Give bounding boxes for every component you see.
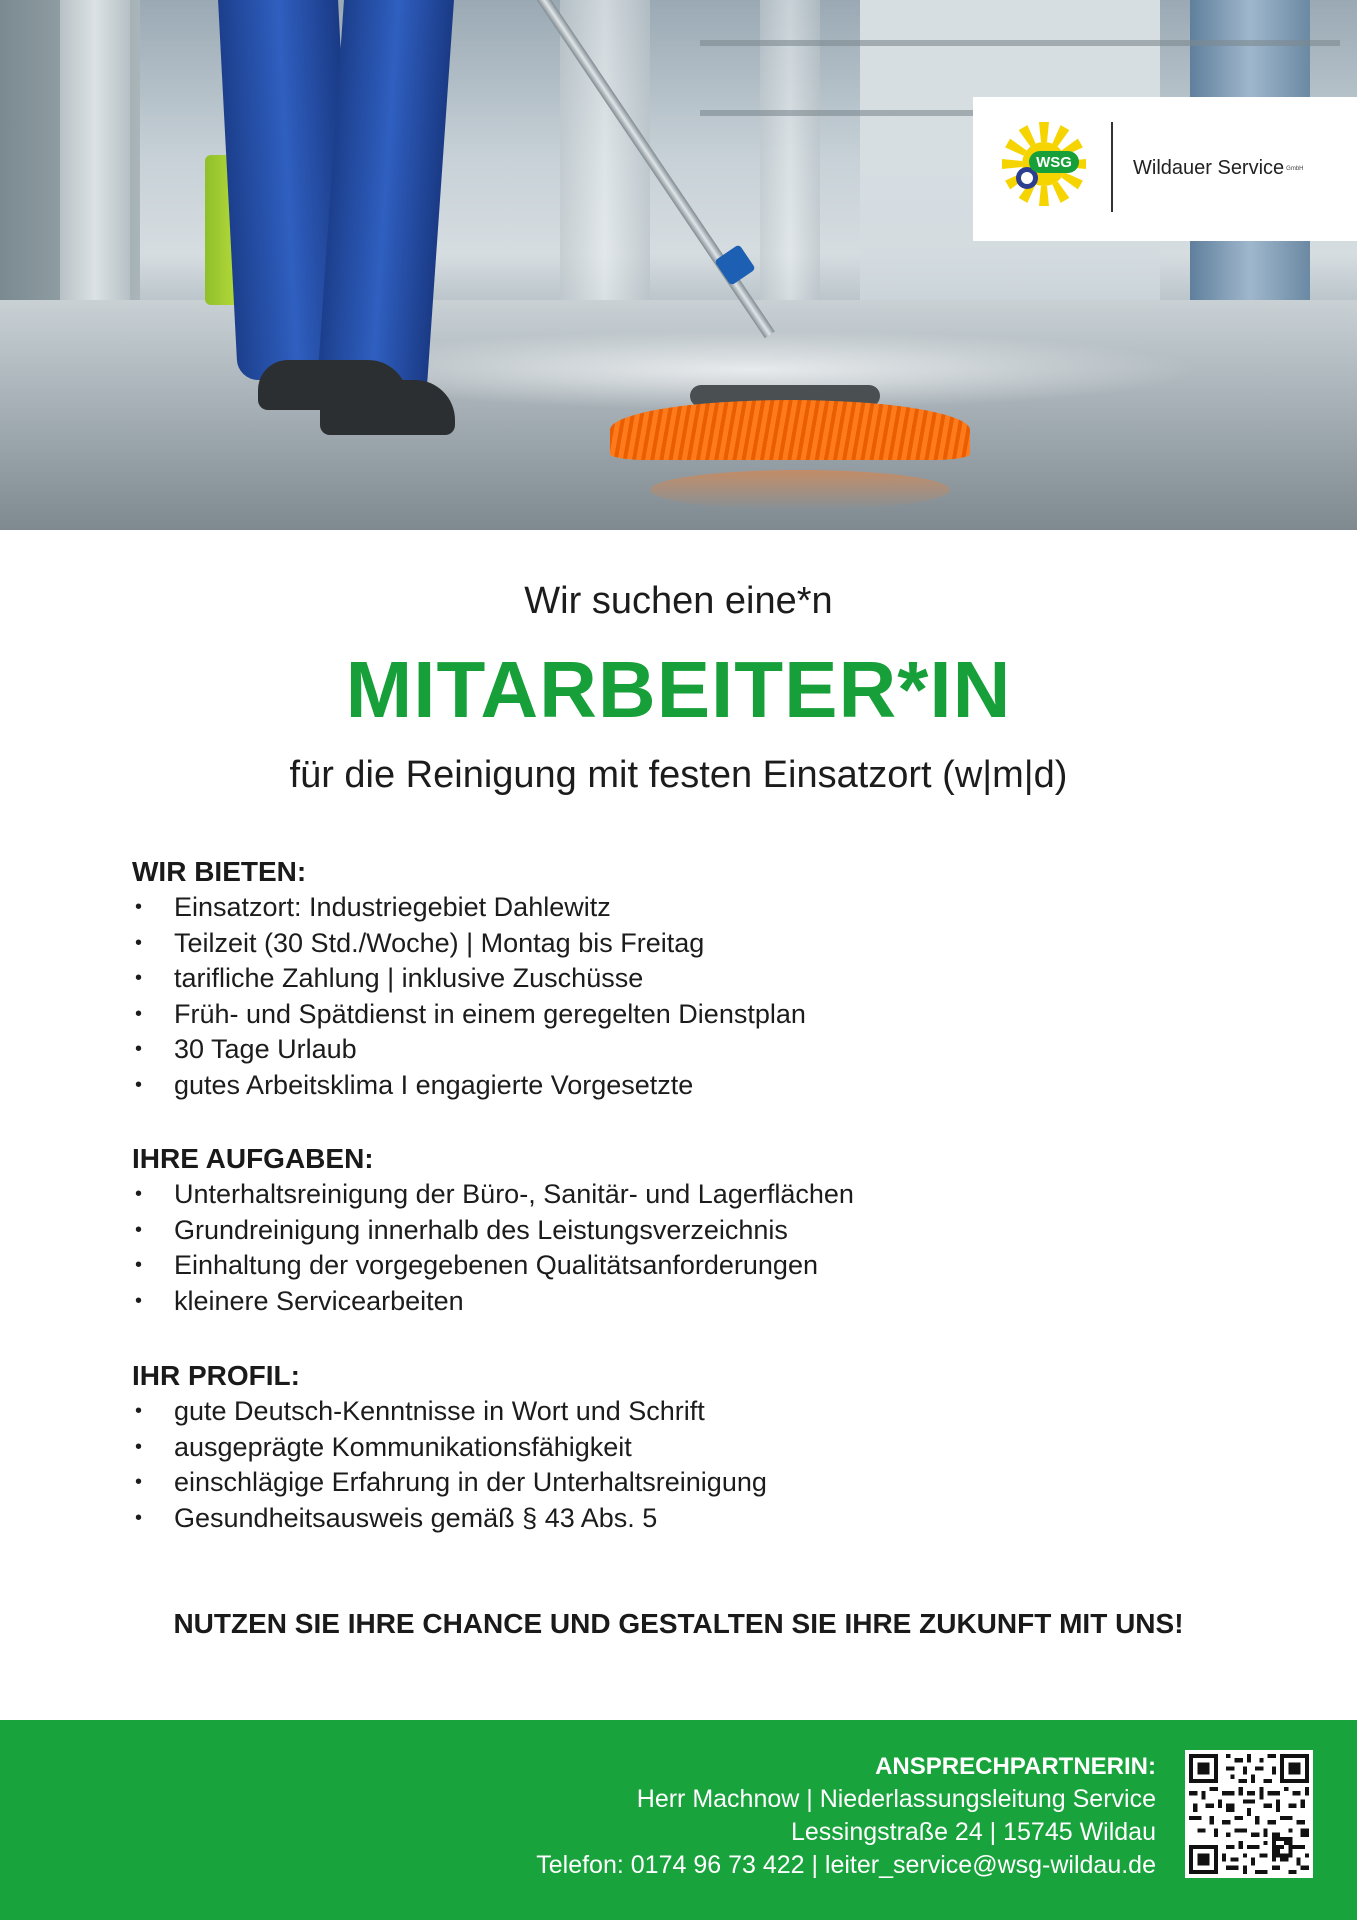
list-item: • Unterhaltsreinigung der Büro-, Sanitär- und Lagerflächen	[132, 1177, 1232, 1213]
list-item: • Einsatzort: Industriegebiet Dahlewitz	[132, 890, 1232, 926]
headline-intro: Wir suchen eine*n	[524, 580, 833, 622]
list-item: • gutes Arbeitsklima I engagierte Vorgesetzte	[132, 1068, 1232, 1104]
job-title: MITARBEITER*IN	[345, 645, 1012, 734]
contact-footer	[0, 1720, 1357, 1920]
company-logo	[973, 97, 1357, 241]
list-item: • gute Deutsch-Kenntnisse in Wort und Schrift	[132, 1394, 1232, 1430]
contact-phone-email[interactable]: Telefon: 0174 96 73 422 | leiter_service@wsg-wildau.de	[536, 1851, 1156, 1879]
list-item: • Früh- und Spätdienst in einem geregelten Dienstplan	[132, 997, 1232, 1033]
section-heading: WIR BIETEN:	[132, 856, 307, 887]
section-heading: IHRE AUFGABEN:	[132, 1143, 374, 1174]
list-item: • einschlägige Erfahrung in der Unterhaltsreinigung	[132, 1465, 1232, 1501]
section-wir-bieten	[132, 854, 1232, 1103]
section-ihr-profil	[132, 1358, 1232, 1536]
mop-icon	[610, 400, 970, 460]
profile-list	[132, 1394, 1232, 1536]
qr-code-icon[interactable]	[1185, 1750, 1313, 1878]
logo-divider	[1111, 122, 1113, 212]
tasks-list	[132, 1177, 1232, 1319]
benefits-list	[132, 890, 1232, 1103]
contact-person: Herr Machnow | Niederlassungsleitung Service	[636, 1785, 1156, 1813]
list-item: • Grundreinigung innerhalb des Leistungsverzeichnis	[132, 1213, 1232, 1249]
job-subtitle: für die Reinigung mit festen Einsatzort (w|m|d)	[289, 754, 1068, 796]
company-name: Wildauer Service GmbH	[1133, 157, 1304, 179]
list-item: • Einhaltung der vorgegebenen Qualitätsanforderungen	[132, 1248, 1232, 1284]
list-item: • tarifliche Zahlung | inklusive Zuschüsse	[132, 961, 1232, 997]
svg-text:WSG: WSG	[1036, 154, 1072, 171]
contact-address: Lessingstraße 24 | 15745 Wildau	[790, 1818, 1156, 1846]
wsg-sun-logo-icon	[1001, 121, 1087, 207]
list-item: • ausgeprägte Kommunikationsfähigkeit	[132, 1430, 1232, 1466]
list-item: • Gesundheitsausweis gemäß § 43 Abs. 5	[132, 1501, 1232, 1537]
section-ihre-aufgaben	[132, 1141, 1232, 1319]
contact-heading: ANSPRECHPARTNERIN:	[875, 1753, 1156, 1780]
section-heading: IHR PROFIL:	[132, 1360, 300, 1391]
list-item: • Teilzeit (30 Std./Woche) | Montag bis Freitag	[132, 926, 1232, 962]
hero-photo	[0, 0, 1357, 530]
call-to-action: NUTZEN SIE IHRE CHANCE UND GESTALTEN SIE IHRE ZUKUNFT MIT UNS!	[173, 1608, 1184, 1639]
company-legal-form: GmbH	[1286, 165, 1304, 172]
shoe-right	[320, 380, 455, 435]
contact-block	[536, 1750, 1156, 1882]
list-item: • 30 Tage Urlaub	[132, 1032, 1232, 1068]
list-item: • kleinere Servicearbeiten	[132, 1284, 1232, 1320]
